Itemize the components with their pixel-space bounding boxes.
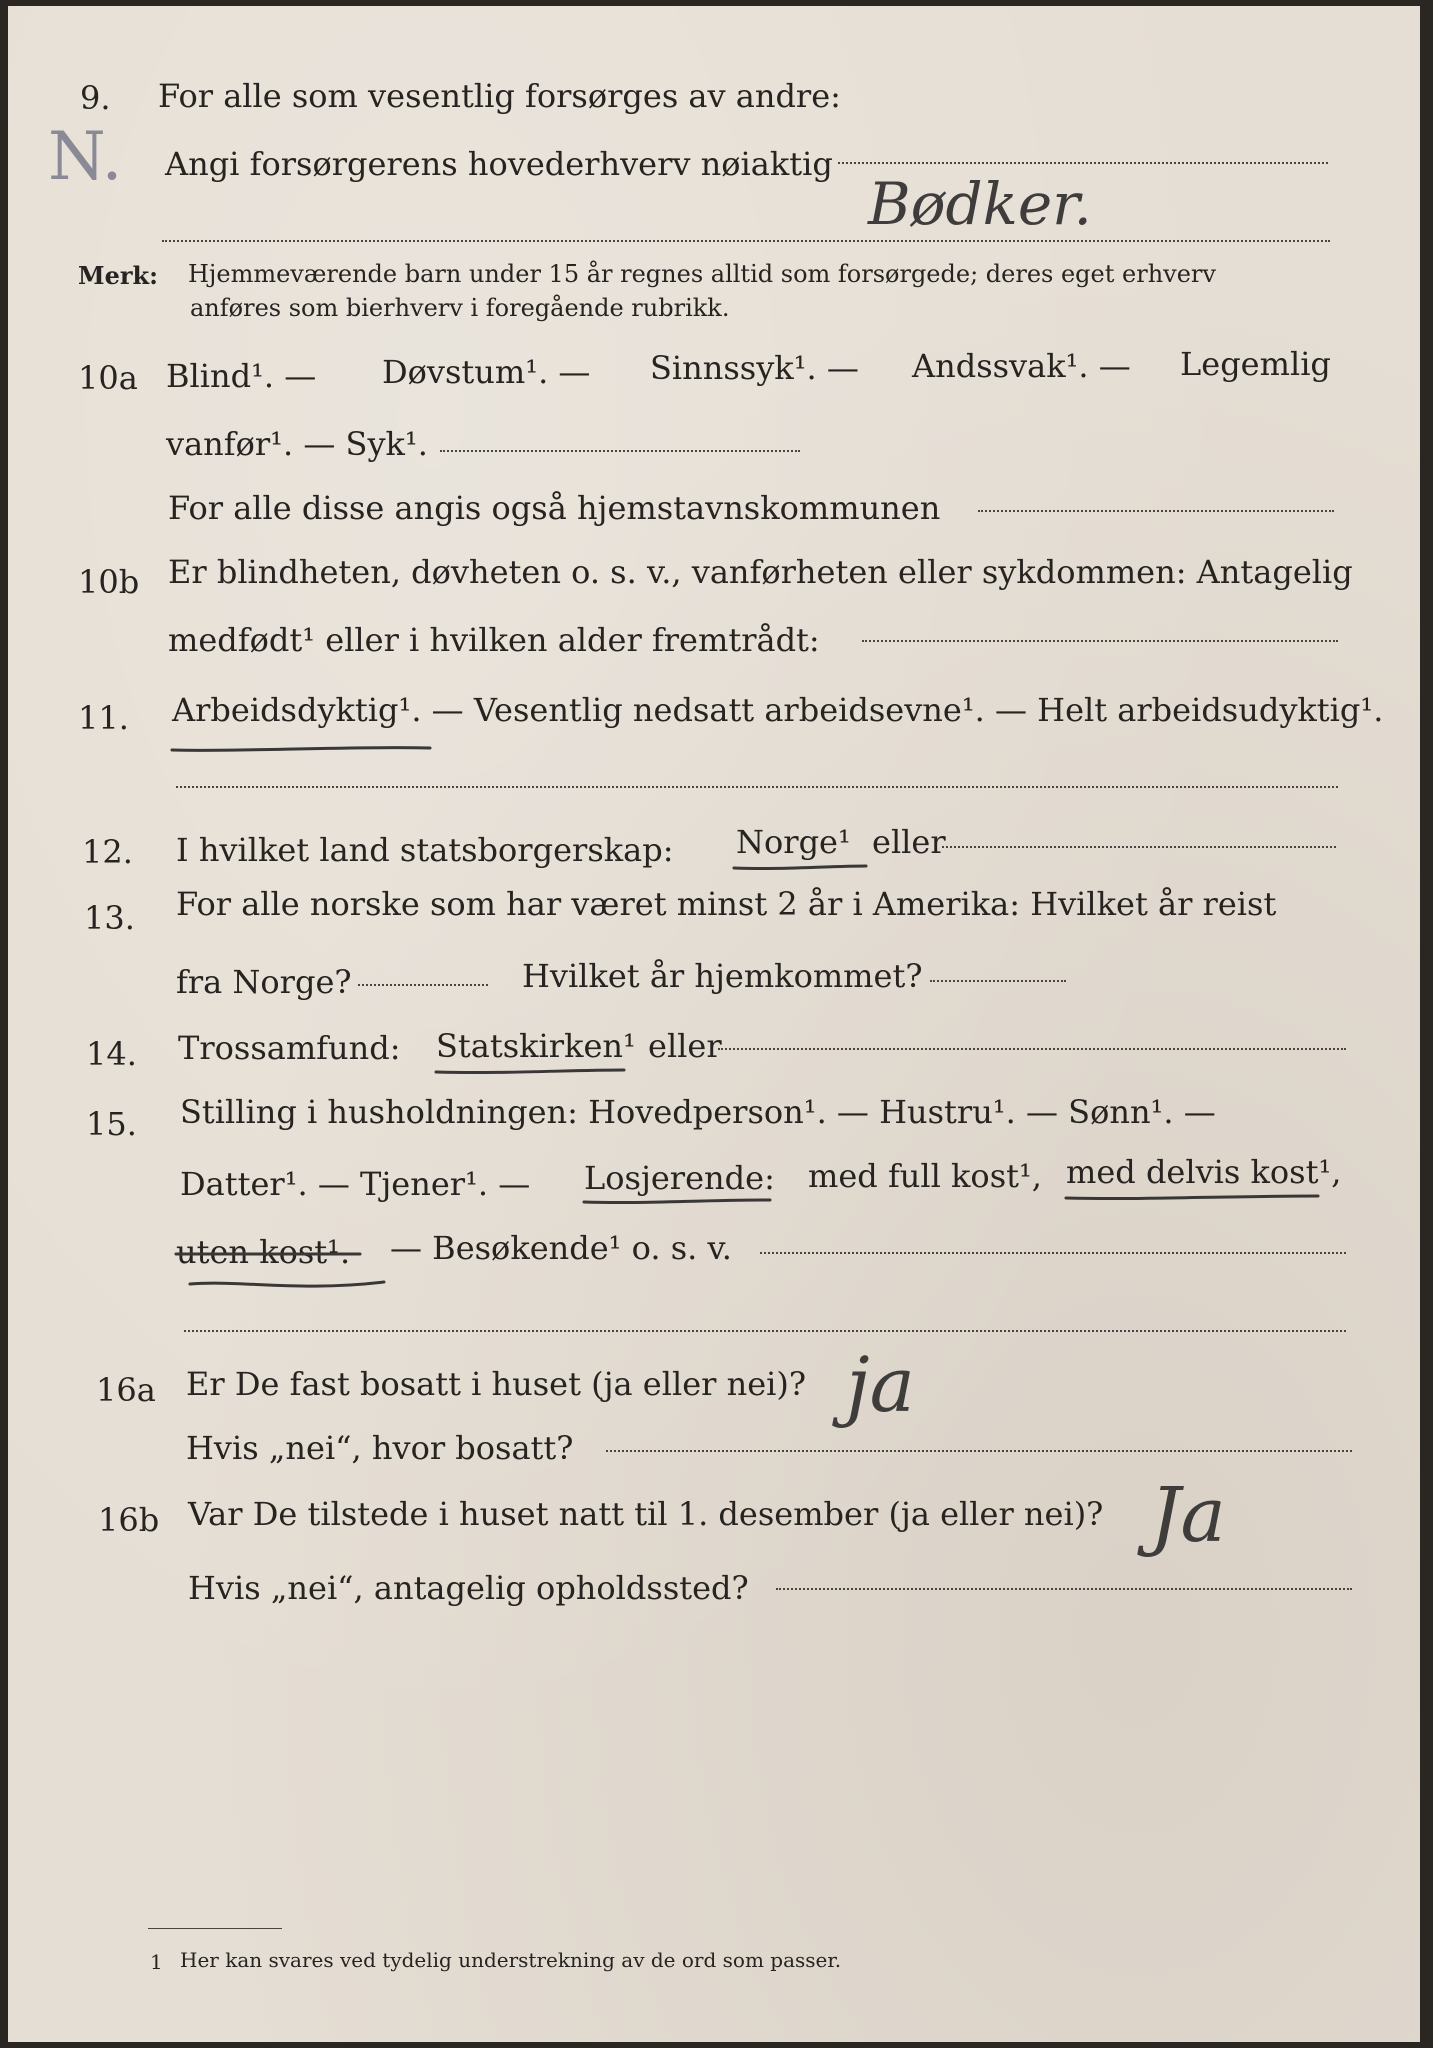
q15-line2b: Losjerende: xyxy=(584,1159,775,1197)
merk-line1: Hjemmeværende barn under 15 år regnes alltid som forsørgede; deres eget erhverv xyxy=(188,260,1216,288)
q15-line2a: Datter¹. — Tjener¹. — xyxy=(180,1165,531,1203)
q16b-answer: Ja xyxy=(1150,1470,1226,1559)
q15-answer-line xyxy=(760,1252,1346,1254)
q12-tail: eller xyxy=(872,823,946,861)
q16b-number: 16b xyxy=(98,1501,160,1539)
q15-line2c: med full kost¹, xyxy=(808,1157,1042,1195)
q10a-dovstum: Døvstum¹. — xyxy=(382,353,591,391)
footnote-rule xyxy=(148,1928,282,1929)
q9-number: 9. xyxy=(80,79,111,117)
q15-answer-line-2 xyxy=(184,1330,1346,1332)
q10a-sinnssyk: Sinnssyk¹. — xyxy=(650,349,859,387)
q10a-andssvak: Andssvak¹. — xyxy=(912,347,1131,385)
q10b-age-line xyxy=(862,640,1338,642)
q14-option: Statskirken¹ xyxy=(436,1027,636,1065)
q16a-answer-line xyxy=(606,1450,1352,1452)
footnote-text: Her kan svares ved tydelig understrekning av de ord som passer. xyxy=(180,1948,842,1972)
q13-line2a: fra Norge? xyxy=(176,963,352,1001)
q10a-number: 10a xyxy=(78,359,138,397)
q11-number: 11. xyxy=(78,699,129,737)
footnote-marker: 1 xyxy=(150,1950,163,1974)
q16b-line1: Var De tilstede i huset natt til 1. desember (ja eller nei)? xyxy=(188,1495,1104,1533)
q14-label: Trossamfund: xyxy=(178,1029,401,1067)
q10a-home-line xyxy=(978,510,1334,512)
q10a-line2: vanfør¹. — Syk¹. xyxy=(166,425,428,463)
q13-line2b: Hvilket år hjemkommet? xyxy=(522,957,923,995)
q13-left-line xyxy=(358,984,488,986)
q16a-number: 16a xyxy=(96,1371,156,1409)
q15-line3a: uten kost¹. xyxy=(176,1233,351,1271)
q14-number: 14. xyxy=(86,1035,137,1073)
q9-answer-line xyxy=(838,162,1328,164)
q10b-line2: medfødt¹ eller i hvilken alder fremtrådt: xyxy=(168,621,820,659)
q9-line1: For alle som vesentlig forsørges av andre: xyxy=(158,77,841,115)
q16a-line2: Hvis „nei“, hvor bosatt? xyxy=(186,1429,574,1467)
q13-line1: For alle norske som har været minst 2 år i Amerika: Hvilket år reist xyxy=(176,885,1277,923)
q10a-line3: For alle disse angis også hjemstavnskommunen xyxy=(168,489,941,527)
margin-mark: N. xyxy=(48,118,123,195)
q12-option: Norge¹ xyxy=(736,823,851,861)
q12-number: 12. xyxy=(82,833,133,871)
q15-line1: Stilling i husholdningen: Hovedperson¹. — Hustru¹. — Sønn¹. — xyxy=(180,1093,1216,1131)
merk-line2: anføres som bierhverv i foregående rubrikk. xyxy=(190,294,730,322)
q13-number: 13. xyxy=(84,899,135,937)
q16b-answer-line xyxy=(776,1588,1352,1590)
q10b-line1: Er blindheten, døvheten o. s. v., vanførheten eller sykdommen: Antagelig xyxy=(168,553,1353,591)
q16a-answer: ja xyxy=(846,1340,915,1429)
q10b-number: 10b xyxy=(78,563,140,601)
q16b-line2: Hvis „nei“, antagelig opholdssted? xyxy=(188,1569,749,1607)
q14-tail: eller xyxy=(648,1027,722,1065)
q16a-line1: Er De fast bosatt i huset (ja eller nei)? xyxy=(186,1365,807,1403)
q15-line3b: — Besøkende¹ o. s. v. xyxy=(390,1229,732,1267)
q13-return-line xyxy=(930,980,1066,982)
q15-line2d: med delvis kost¹, xyxy=(1066,1153,1342,1191)
q9-answer-line-2 xyxy=(162,240,1330,242)
q14-answer-line xyxy=(718,1048,1346,1050)
q10a-syk-line xyxy=(440,450,800,452)
q12-line1: I hvilket land statsborgerskap: xyxy=(176,831,674,869)
q11-answer-line xyxy=(176,786,1338,788)
q12-answer-line xyxy=(942,846,1336,848)
q15-number: 15. xyxy=(86,1105,137,1143)
q10a-blind: Blind¹. — xyxy=(166,357,317,395)
q10a-legemlig: Legemlig xyxy=(1180,345,1331,383)
q9-line2: Angi forsørgerens hovederhverv nøiaktig xyxy=(165,145,833,183)
q9-answer: Bødker. xyxy=(868,170,1092,238)
merk-label: Merk: xyxy=(78,261,158,290)
q11-line1: Arbeidsdyktig¹. — Vesentlig nedsatt arbeidsevne¹. — Helt arbeidsudyktig¹. xyxy=(172,691,1384,729)
